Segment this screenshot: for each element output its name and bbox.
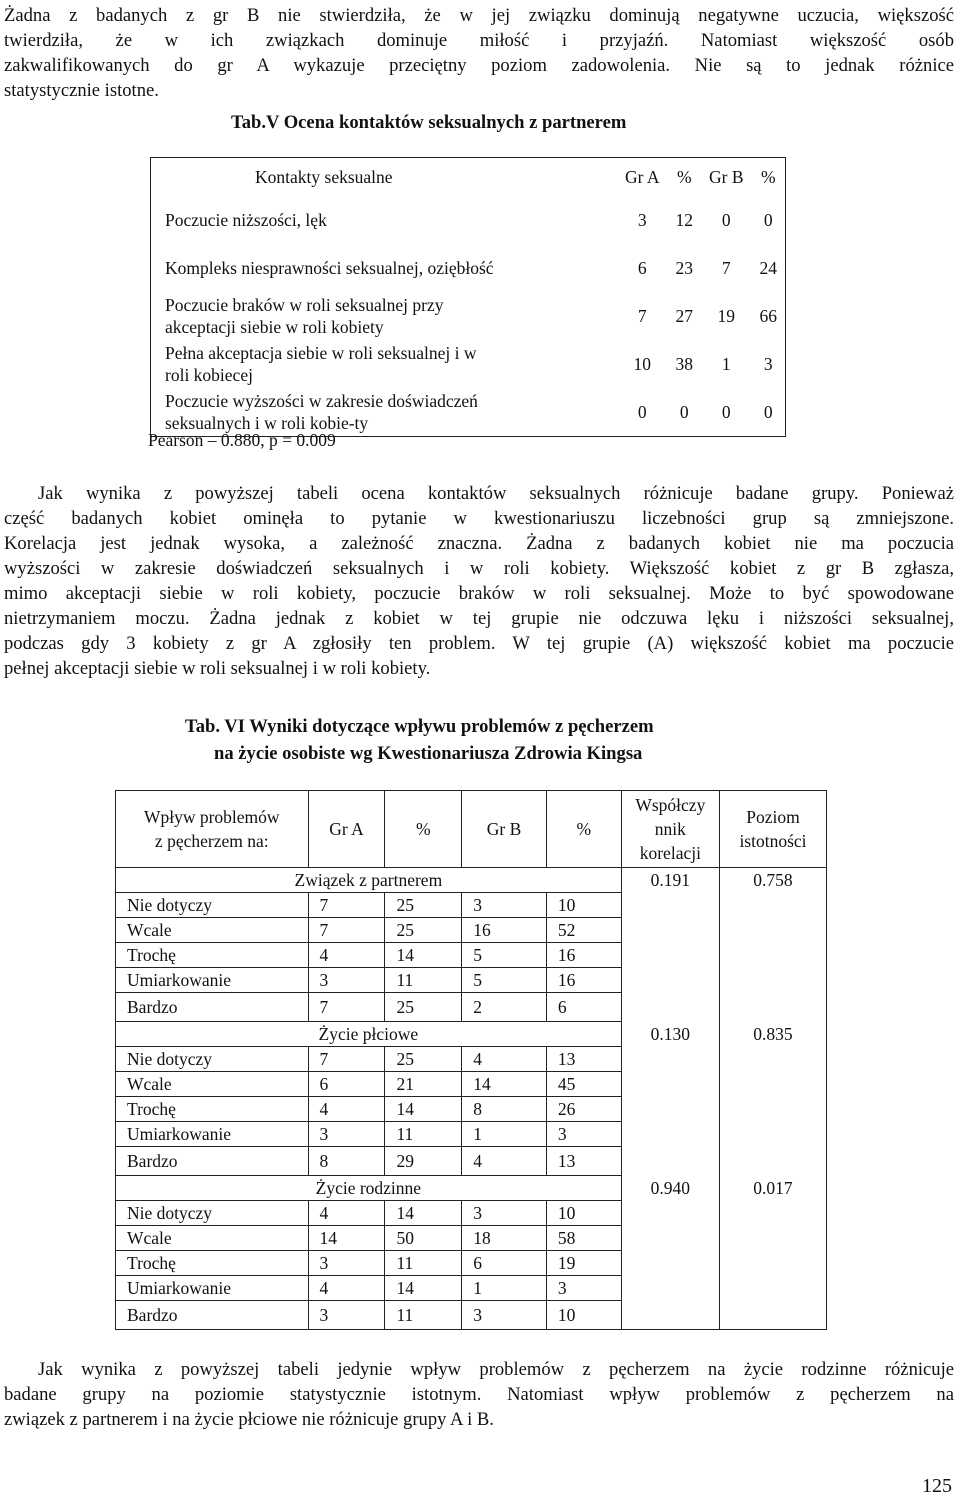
empty-cell (621, 1251, 719, 1276)
significance-level: 0.017 (719, 1176, 826, 1201)
table-row (116, 1251, 827, 1276)
section-header-row (116, 868, 827, 893)
empty-cell (621, 1147, 719, 1176)
header-grb: Gr B (462, 791, 547, 868)
header-sig (719, 791, 826, 868)
text-line: twierdziła, że w ich związkach dominuje miłość i przyjaźń. Natomiast większość osób (4, 30, 954, 51)
empty-cell (621, 993, 719, 1022)
table5-header-pb: % (760, 166, 776, 187)
cell: 18 (462, 1226, 547, 1251)
row-label: Nie dotyczy (116, 1201, 309, 1226)
cell: 3 (308, 1301, 385, 1330)
empty-cell (719, 943, 826, 968)
empty-cell (621, 918, 719, 943)
cell: 27 (675, 305, 693, 326)
table-row (116, 1301, 827, 1330)
cell: 25 (385, 993, 462, 1022)
empty-cell (621, 1226, 719, 1251)
cell: 16 (462, 918, 547, 943)
section-header-row (116, 1022, 827, 1047)
cell: 6 (308, 1072, 385, 1097)
intro-paragraph (4, 3, 954, 103)
text-line: nietrzymaniem moczu. Żadna jednak z kobiet w tej grupie nie odczuwa lęku i niższości seksualnej, (4, 608, 954, 629)
cell: 3 (546, 1276, 621, 1301)
row-label: Trochę (116, 1097, 309, 1122)
cell: 4 (308, 1201, 385, 1226)
cell: 2 (462, 993, 547, 1022)
text-line: podczas gdy 3 kobiety z gr A zgłosiły ten problem. W tej grupie (A) większość kobiet ma poczucie (4, 633, 954, 654)
row-label: Wcale (116, 918, 309, 943)
section-title: Związek z partnerem (116, 868, 622, 893)
correlation-coefficient: 0.940 (621, 1176, 719, 1201)
section-title: Życie rodzinne (116, 1176, 622, 1201)
cell: 0 (721, 209, 731, 230)
row-label: Bardzo (116, 993, 309, 1022)
empty-cell (719, 1301, 826, 1330)
pearson-note: Pearson – 0.880, p = 0.009 (148, 430, 336, 450)
section-title: Życie płciowe (116, 1022, 622, 1047)
empty-cell (621, 968, 719, 993)
correlation-coefficient: 0.191 (621, 868, 719, 893)
header-sig-line1: Poziom (746, 807, 800, 827)
cell: 3 (637, 209, 647, 230)
cell: 45 (546, 1072, 621, 1097)
cell: 13 (546, 1147, 621, 1176)
header-effect-line2: z pęcherzem na: (154, 831, 269, 851)
cell: 10 (633, 353, 651, 374)
row-label: Trochę (116, 1251, 309, 1276)
cell: 0 (679, 401, 689, 422)
table-row (116, 993, 827, 1022)
header-effect (116, 791, 309, 868)
cell: 14 (385, 1201, 462, 1226)
cell: 19 (546, 1251, 621, 1276)
cell: 12 (675, 209, 693, 230)
table6-caption-line1: Tab. VI Wyniki dotyczące wpływu problemów z pęcherzem (185, 716, 654, 737)
cell: 6 (462, 1251, 547, 1276)
cell: 4 (462, 1047, 547, 1072)
empty-cell (621, 1201, 719, 1226)
cell: 7 (721, 257, 731, 278)
header-coef-line3: korelacji (639, 843, 701, 863)
empty-cell (719, 893, 826, 918)
closing-paragraph (4, 1357, 954, 1432)
text-line: mimo akceptacji siebie w roli kobiety, poczucie braków w roli seksualnej. Może to być spowodowane (4, 583, 954, 604)
header-pb: % (546, 791, 621, 868)
cell: 1 (462, 1276, 547, 1301)
empty-cell (621, 1072, 719, 1097)
page-number: 125 (922, 1475, 952, 1497)
cell: 14 (385, 943, 462, 968)
row-label: Umiarkowanie (116, 1122, 309, 1147)
cell: 29 (385, 1147, 462, 1176)
empty-cell (621, 1122, 719, 1147)
empty-cell (719, 1276, 826, 1301)
cell: 5 (462, 968, 547, 993)
table5 (150, 157, 786, 437)
cell: 6 (546, 993, 621, 1022)
table5-header-row (151, 158, 786, 197)
header-pa: % (385, 791, 462, 868)
table5-header-gra: Gr A (624, 166, 660, 187)
cell: 4 (308, 1097, 385, 1122)
cell: 19 (717, 305, 735, 326)
cell: 11 (385, 1251, 462, 1276)
cell: 3 (462, 1201, 547, 1226)
table-row (116, 1226, 827, 1251)
row-label: Umiarkowanie (116, 968, 309, 993)
cell: 52 (546, 918, 621, 943)
cell: 3 (308, 1122, 385, 1147)
empty-cell (719, 1122, 826, 1147)
table-row (116, 918, 827, 943)
table-row (116, 1122, 827, 1147)
table5-header-label: Kontakty seksualne (255, 166, 393, 187)
row-label: Poczucie niższości, lęk (165, 210, 327, 230)
empty-cell (719, 1226, 826, 1251)
table-row (151, 292, 786, 340)
empty-cell (719, 1201, 826, 1226)
cell: 16 (546, 943, 621, 968)
empty-cell (621, 1097, 719, 1122)
cell: 0 (763, 401, 773, 422)
cell: 10 (546, 1201, 621, 1226)
cell: 38 (675, 353, 693, 374)
cell: 14 (308, 1226, 385, 1251)
cell: 5 (462, 943, 547, 968)
header-sig-line2: istotności (739, 831, 807, 851)
empty-cell (719, 918, 826, 943)
table-row (116, 943, 827, 968)
text-line: pełnej akceptacji siebie w roli seksualnej i w roli kobiety. (4, 658, 431, 679)
cell: 3 (546, 1122, 621, 1147)
table-row (116, 1276, 827, 1301)
table-row (116, 893, 827, 918)
cell: 8 (462, 1097, 547, 1122)
cell: 7 (637, 305, 647, 326)
row-label: Poczucie wyższości w zakresie doświadczeń seksualnych i w roli kobie-ty (165, 391, 478, 433)
cell: 4 (308, 1276, 385, 1301)
cell: 11 (385, 1122, 462, 1147)
table-row (151, 244, 786, 292)
header-coef-line1: Współczy (635, 795, 706, 815)
row-label: Wcale (116, 1072, 309, 1097)
text-line: statystycznie istotne. (4, 80, 159, 101)
row-label: Umiarkowanie (116, 1276, 309, 1301)
text-line: wyższości w zakresie doświadczeń seksualnych i w roli kobiety. Większość kobiet z gr B zgłasza, (4, 558, 954, 579)
row-label: Bardzo (116, 1301, 309, 1330)
cell: 21 (385, 1072, 462, 1097)
table-row (151, 340, 786, 388)
header-gra: Gr A (308, 791, 385, 868)
cell: 11 (385, 968, 462, 993)
cell: 7 (308, 1047, 385, 1072)
header-coef-line2: nnik (654, 819, 686, 839)
empty-cell (719, 1147, 826, 1176)
row-label: Nie dotyczy (116, 1047, 309, 1072)
text-line: badane grupy na poziomie statystycznie istotnym. Natomiast wpływ problemów z pęcherzem na (4, 1384, 954, 1405)
cell: 3 (462, 893, 547, 918)
header-coef (621, 791, 719, 868)
table-row (116, 1201, 827, 1226)
row-label: Trochę (116, 943, 309, 968)
table5-caption: Tab.V Ocena kontaktów seksualnych z partnerem (231, 112, 627, 133)
cell: 25 (385, 893, 462, 918)
cell: 7 (308, 993, 385, 1022)
cell: 0 (637, 401, 647, 422)
cell: 26 (546, 1097, 621, 1122)
cell: 7 (308, 893, 385, 918)
cell: 3 (308, 1251, 385, 1276)
table5-header-pa: % (676, 166, 692, 187)
table6 (115, 790, 827, 1330)
empty-cell (719, 968, 826, 993)
table6-caption-line2: na życie osobiste wg Kwestionariusza Zdrowia Kingsa (214, 743, 643, 764)
row-label: Bardzo (116, 1147, 309, 1176)
cell: 3 (763, 353, 773, 374)
empty-cell (719, 1097, 826, 1122)
cell: 24 (759, 257, 777, 278)
table-row (116, 1072, 827, 1097)
empty-cell (621, 893, 719, 918)
cell: 1 (462, 1122, 547, 1147)
cell: 3 (308, 968, 385, 993)
row-label: Pełna akceptacja siebie w roli seksualnej i w roli kobiecej (165, 343, 477, 385)
text-line: zakwalifikowanych do gr A wykazuje przeciętny poziom zadowolenia. Nie są to jednak różnice (4, 55, 954, 76)
empty-cell (621, 943, 719, 968)
cell: 14 (385, 1276, 462, 1301)
table-row (116, 1047, 827, 1072)
cell: 4 (462, 1147, 547, 1176)
cell: 50 (385, 1226, 462, 1251)
row-label: Nie dotyczy (116, 893, 309, 918)
empty-cell (621, 1047, 719, 1072)
table6-header-row (116, 791, 827, 868)
row-label: Wcale (116, 1226, 309, 1251)
empty-cell (719, 1072, 826, 1097)
text-line: Jak wynika z powyższej tabeli jedynie wpływ problemów z pęcherzem na życie rodzinne różnicuje (38, 1359, 954, 1380)
empty-cell (719, 1251, 826, 1276)
row-label: Poczucie braków w roli seksualnej przy akceptacji siebie w roli kobiety (165, 295, 444, 337)
table6-body (116, 868, 827, 1330)
cell: 10 (546, 893, 621, 918)
table-row (116, 1097, 827, 1122)
section-header-row (116, 1176, 827, 1201)
cell: 7 (308, 918, 385, 943)
cell: 3 (462, 1301, 547, 1330)
correlation-coefficient: 0.130 (621, 1022, 719, 1047)
table-row (116, 1147, 827, 1176)
cell: 10 (546, 1301, 621, 1330)
empty-cell (719, 1047, 826, 1072)
table-row (151, 196, 786, 244)
header-effect-line1: Wpływ problemów (143, 807, 280, 827)
text-line: Jak wynika z powyższej tabeli ocena kontaktów seksualnych różnicuje badane grupy. Ponieważ (38, 483, 954, 504)
cell: 0 (721, 401, 731, 422)
significance-level: 0.835 (719, 1022, 826, 1047)
cell: 1 (721, 353, 731, 374)
row-label: Kompleks niesprawności seksualnej, oziębłość (165, 258, 494, 278)
text-line: część badanych kobiet ominęła to pytanie w kwestionariuszu liczebności grup są zmniejszone. (4, 508, 954, 529)
cell: 0 (763, 209, 773, 230)
empty-cell (719, 993, 826, 1022)
cell: 6 (637, 257, 647, 278)
middle-paragraph (4, 481, 954, 681)
cell: 25 (385, 1047, 462, 1072)
cell: 13 (546, 1047, 621, 1072)
significance-level: 0.758 (719, 868, 826, 893)
cell: 16 (546, 968, 621, 993)
cell: 4 (308, 943, 385, 968)
table-row (116, 968, 827, 993)
cell: 58 (546, 1226, 621, 1251)
text-line: związek z partnerem i na życie płciowe nie różnicuje grupy A i B. (4, 1409, 494, 1430)
empty-cell (621, 1301, 719, 1330)
text-line: Korelacja jest jednak wysoka, a zależność znaczna. Żadna z badanych kobiet nie ma poczucia (4, 533, 954, 554)
cell: 14 (385, 1097, 462, 1122)
cell: 23 (675, 257, 693, 278)
cell: 11 (385, 1301, 462, 1330)
cell: 25 (385, 918, 462, 943)
cell: 8 (308, 1147, 385, 1176)
cell: 14 (462, 1072, 547, 1097)
empty-cell (621, 1276, 719, 1301)
cell: 66 (759, 305, 777, 326)
table5-header-grb: Gr B (708, 166, 744, 187)
text-line: Żadna z badanych z gr B nie stwierdziła, że w jej związku dominują negatywne uczucia, większość (4, 5, 954, 26)
